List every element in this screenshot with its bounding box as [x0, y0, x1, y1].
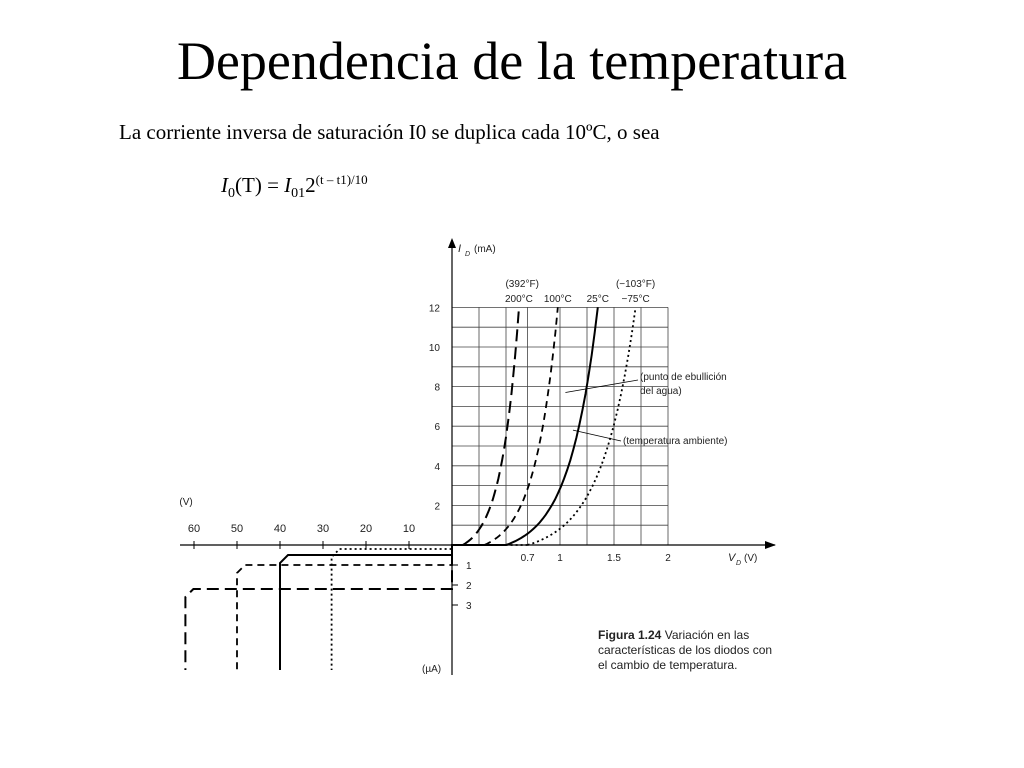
label-392f: (392°F): [505, 279, 539, 290]
formula-lhs-arg: (T) =: [235, 173, 285, 197]
x-tick-label: 0.7: [520, 553, 535, 564]
series-reverse-curve: [237, 545, 484, 670]
annotation-ambient: (temperatura ambiente): [623, 436, 728, 447]
y-tick-label: 4: [434, 461, 440, 473]
formula-lhs-symbol: I: [221, 173, 228, 197]
label-25c: 25°C: [586, 294, 609, 305]
x-tick-label: 1: [557, 553, 563, 564]
formula: [221, 172, 368, 202]
formula-rhs-symbol: I: [284, 173, 292, 197]
formula-rhs-base: 2: [305, 173, 316, 197]
x-tick-label: 2: [665, 553, 671, 564]
y-tick-label: 8: [434, 382, 440, 394]
y-axis-symbol: I: [458, 243, 462, 255]
slide-title: Dependencia de la temperatura: [176, 31, 848, 91]
reverse-x-tick-label: 20: [359, 523, 373, 535]
annotation-boiling-2: del agua): [640, 386, 682, 397]
reverse-x-tick-label: 40: [273, 523, 287, 535]
x-tick-label: 1.5: [607, 553, 621, 564]
formula-exponent: (t – t1)/10: [315, 172, 368, 187]
reverse-y-tick-label: 3: [466, 601, 472, 612]
formula-lhs-sub: 0: [228, 186, 235, 202]
y-axis-arrow: [448, 238, 456, 248]
y-tick-label: 12: [428, 303, 440, 315]
reverse-y-tick-label: 1: [466, 561, 472, 572]
caption-line1: Variación en las: [664, 628, 750, 642]
y-tick-label: 6: [434, 422, 440, 434]
reverse-x-tick-label: 30: [316, 523, 330, 535]
series-reverse-curve: [185, 545, 462, 670]
reverse-y-unit: (µA): [422, 664, 442, 675]
annotation-boiling: (punto de ebullición: [640, 372, 727, 383]
formula-rhs-sub: 01: [291, 186, 306, 202]
y-tick-label: 2: [434, 501, 440, 513]
reverse-x-tick-label: 10: [402, 523, 416, 535]
label-100c: 100°C: [543, 294, 572, 305]
x-axis-unit: (V): [744, 553, 758, 564]
x-axis-symbol: V: [728, 552, 736, 564]
reverse-x-unit: (V): [179, 497, 193, 508]
series-reverse-curve: [280, 545, 506, 670]
figure-caption: [598, 628, 772, 673]
reverse-x-tick-label: 50: [230, 523, 244, 535]
diode-temperature-chart: [170, 230, 790, 690]
label-minus75c: −75°C: [621, 294, 650, 305]
caption-line3: el cambio de temperatura.: [598, 658, 738, 672]
slide-subtitle: La corriente inversa de saturación I0 se duplica cada 10ºC, o sea: [119, 120, 660, 144]
x-axis-subscript: D: [736, 560, 742, 567]
y-tick-label: 10: [428, 343, 440, 354]
reverse-y-tick-label: 2: [466, 581, 472, 592]
reverse-x-tick-label: 60: [187, 523, 201, 535]
y-axis-unit: (mA): [474, 244, 496, 255]
caption-line2: características de los diodos con: [598, 643, 773, 657]
label-200c: 200°C: [505, 294, 533, 305]
y-axis-subscript: D: [465, 251, 471, 258]
caption-label: Figura 1.24: [598, 628, 662, 642]
label-103f: (−103°F): [615, 279, 656, 290]
series-reverse-curve: [332, 545, 528, 670]
x-axis-arrow: [765, 541, 776, 549]
